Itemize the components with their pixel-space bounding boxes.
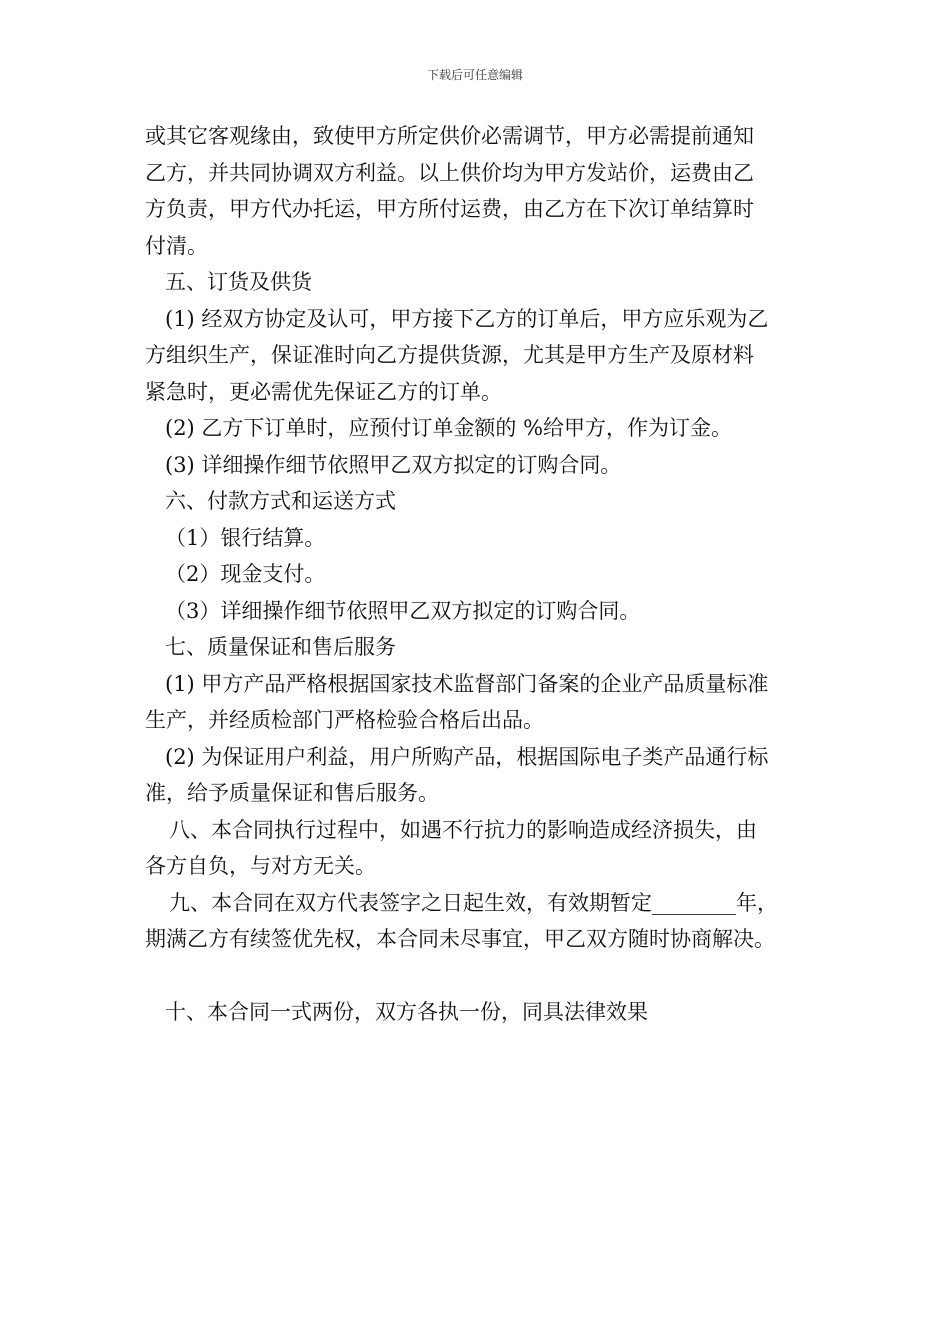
clause-7-2-cont: 准，给予质量保证和售后服务。 <box>145 781 439 805</box>
clause-6-1: （1）银行结算。 <box>165 525 326 550</box>
paragraph-line: 付清。 <box>145 233 208 258</box>
section-heading-5: 五、订货及供货 <box>165 270 312 294</box>
clause-7-1-cont: 生产，并经质检部门严格检验合格后出品。 <box>145 708 544 732</box>
clause-5-1-cont: 方组织生产，保证准时向乙方提供货源，尤其是甲方生产及原材料 <box>145 343 754 367</box>
contract-body <box>145 118 825 1030</box>
section-9-text: 九、本合同在双方代表签字之日起生效，有效期暂定 <box>169 890 652 915</box>
clause-6-3: （3）详细操作细节依照甲乙双方拟定的订购合同。 <box>165 598 641 623</box>
clause-7-1: (1) 甲方产品严格根据国家技术监督部门备案的企业产品质量标准 <box>165 671 769 696</box>
section-10: 十、本合同一式两份，双方各执一份，同具法律效果 <box>165 999 648 1024</box>
section-heading-6: 六、付款方式和运送方式 <box>165 489 396 513</box>
clause-6-2: （2）现金支付。 <box>165 562 326 586</box>
paragraph-line: 或其它客观缘由，致使甲方所定供价必需调节，甲方必需提前通知 <box>145 124 754 148</box>
section-heading-7: 七、质量保证和售后服务 <box>165 635 396 659</box>
page-header: 下载后可任意编辑 <box>426 68 523 82</box>
section-8: 八、本合同执行过程中，如遇不行抗力的影响造成经济损失，由 <box>169 817 757 842</box>
term-years-blank: ________ <box>652 890 736 915</box>
paragraph-line: 乙方，并共同协调双方利益。以上供价均为甲方发站价，运费由乙 <box>145 160 754 185</box>
section-9-unit: 年， <box>736 890 778 915</box>
clause-7-2: (2) 为保证用户利益，用户所购产品，根据国际电子类产品通行标 <box>165 744 769 769</box>
paragraph-line: 方负责，甲方代办托运，甲方所付运费，由乙方在下次订单结算时 <box>145 197 754 221</box>
section-9-cont: 期满乙方有续签优先权，本合同未尽事宜，甲乙双方随时协商解决。 <box>145 927 775 951</box>
section-8-cont: 各方自负，与对方无关。 <box>145 854 376 878</box>
section-9 <box>145 885 825 922</box>
clause-5-3: (3) 详细操作细节依照甲乙双方拟定的订购合同。 <box>165 452 622 477</box>
spacer <box>145 958 825 994</box>
clause-5-1: (1) 经双方协定及认可，甲方接下乙方的订单后，甲方应乐观为乙 <box>165 306 769 331</box>
clause-5-1-cont: 紧急时，更必需优先保证乙方的订单。 <box>145 379 502 404</box>
clause-5-2: (2) 乙方下订单时，应预付订单金额的 %给甲方，作为订金。 <box>165 416 733 440</box>
